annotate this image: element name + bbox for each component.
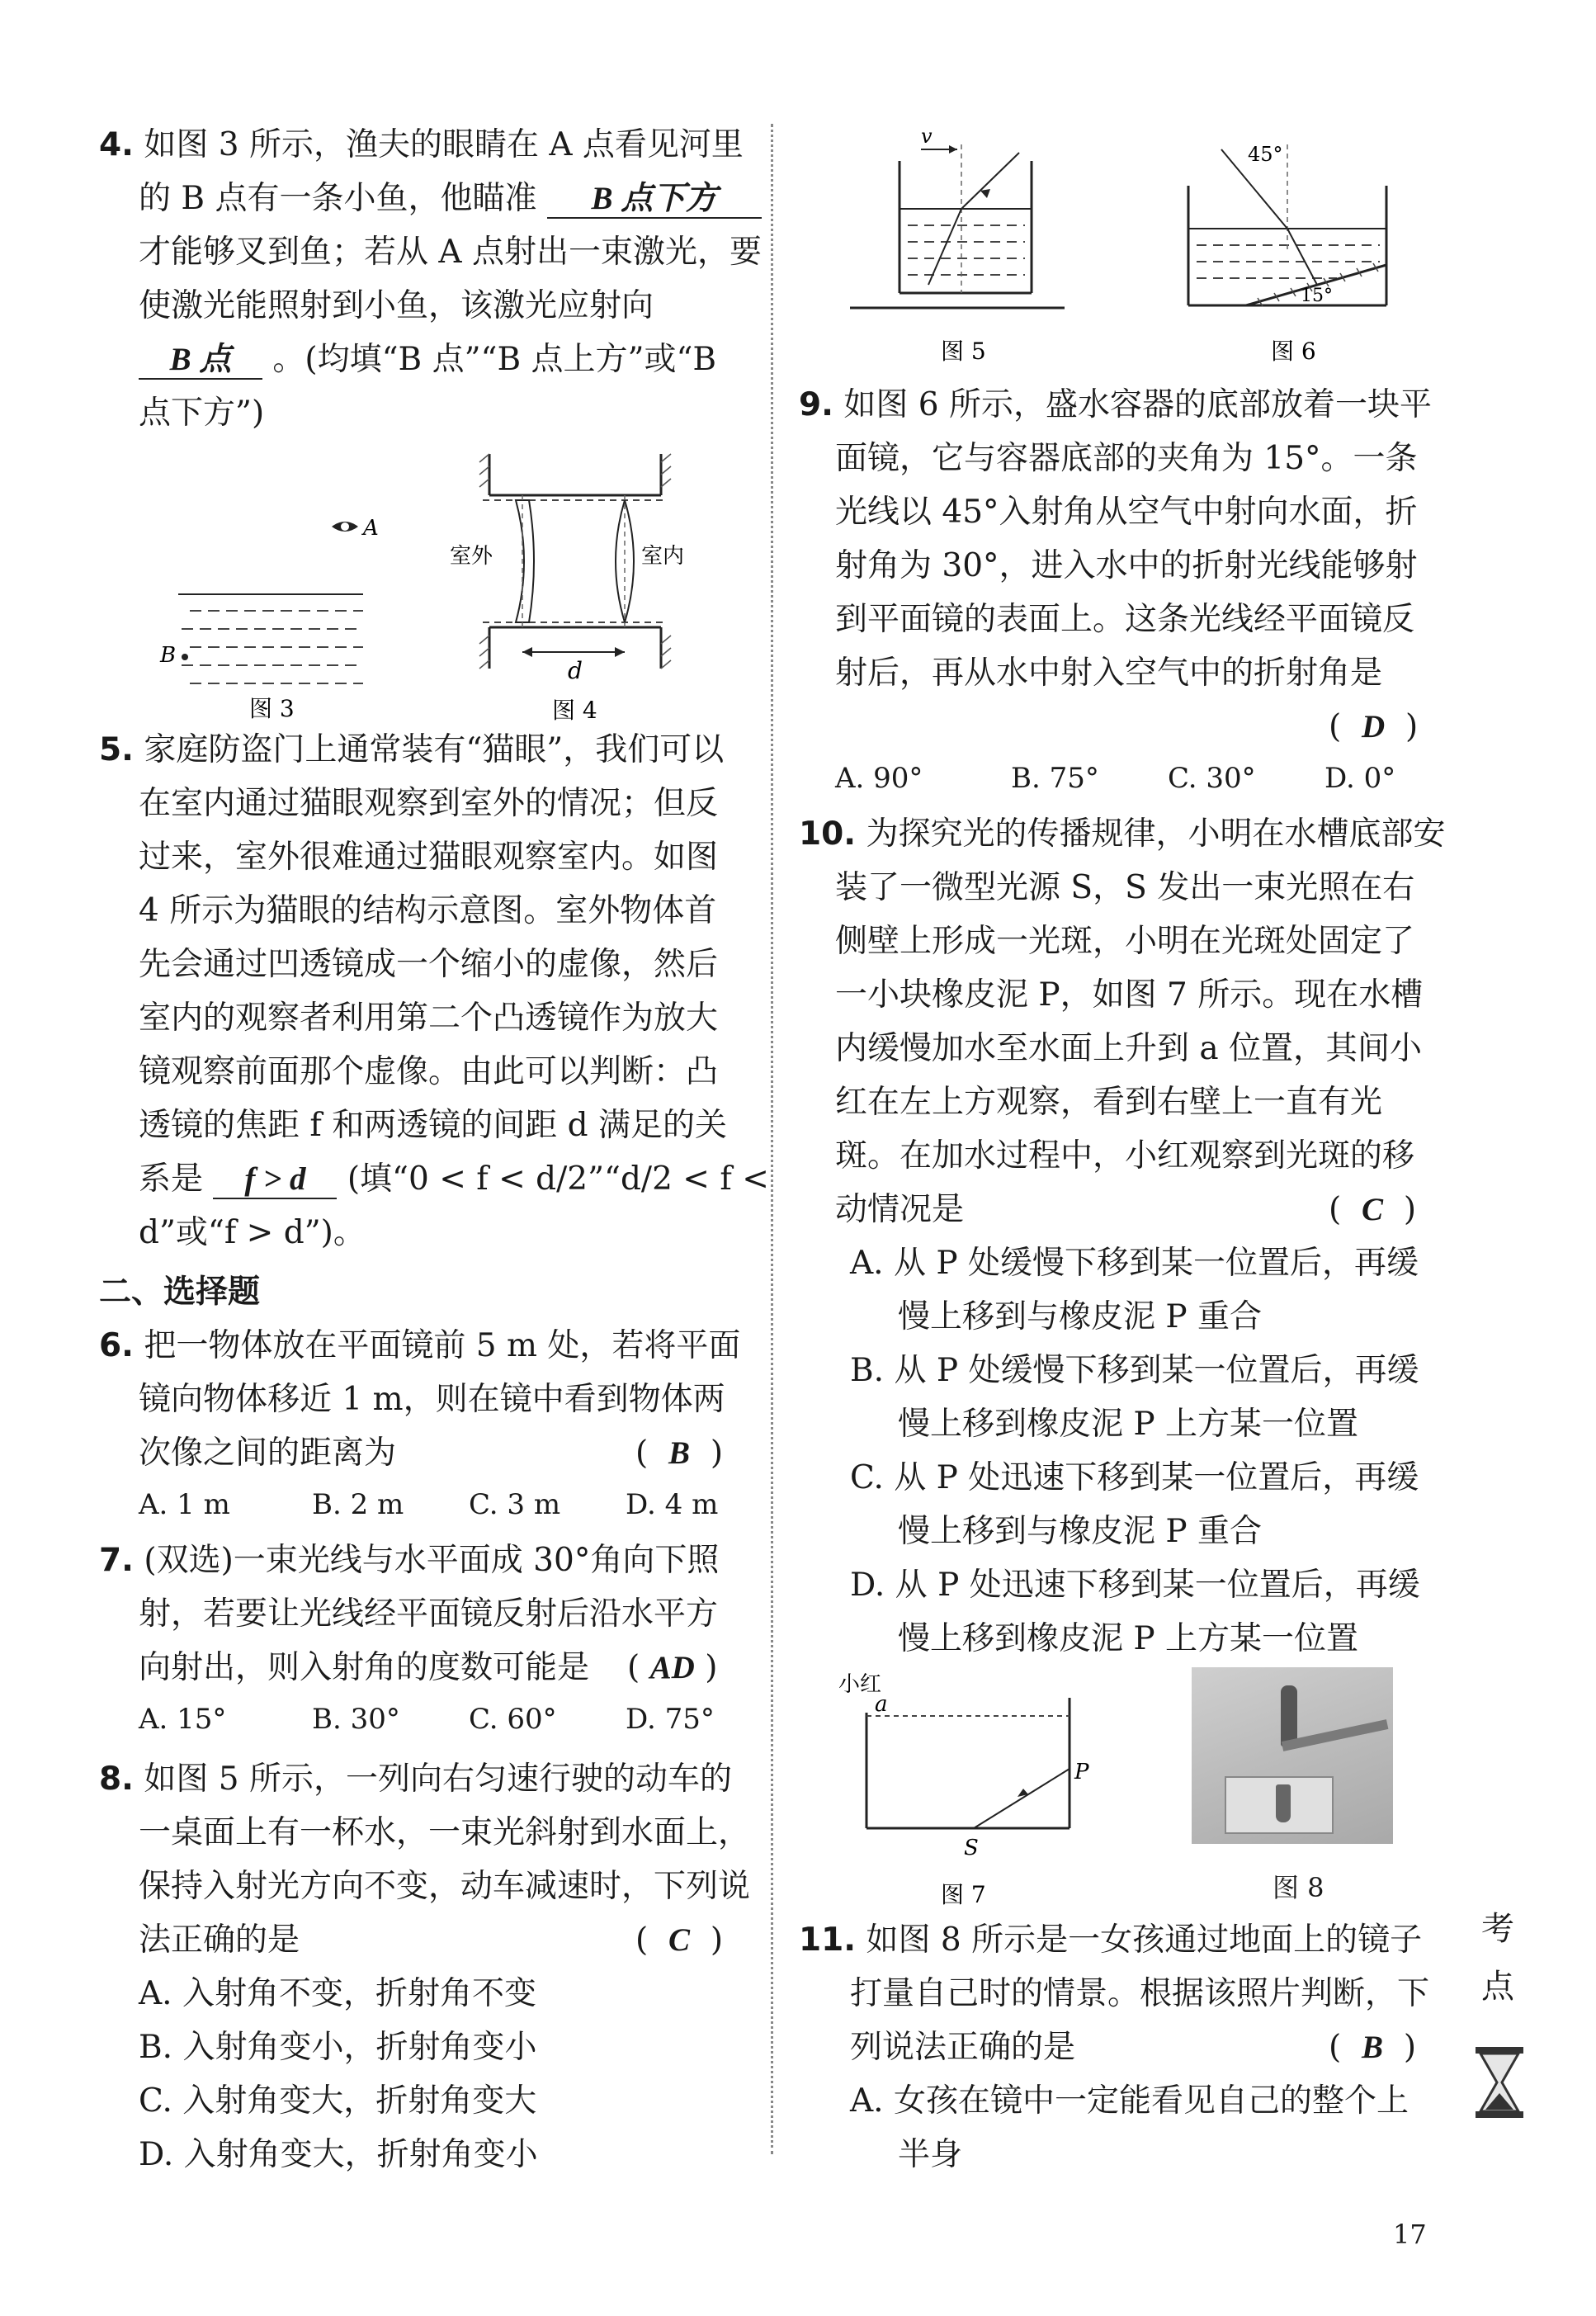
eye-icon (332, 522, 358, 532)
q9-line6: 射后，再从水中射入空气中的折射角是 (835, 655, 1383, 692)
q5-line1: 5. 家庭防盗门上通常装有“猫眼”，我们可以 (99, 731, 725, 768)
q11-line3: 列说法正确的是 (850, 2029, 1076, 2066)
q10-number: 10. (799, 815, 857, 853)
q5-line7: 镜观察前面那个虚像。由此可以判断：凸 (139, 1053, 719, 1090)
q10-line2: 装了一微型光源 S，S 发出一束光照在右 (835, 869, 1415, 906)
fig5-v-label: v (921, 125, 933, 148)
q11-option-a2: 半身 (898, 2136, 963, 2173)
figure-7 (833, 1663, 1098, 1911)
fig4-outside: 室外 (450, 544, 493, 569)
q10-option-a2: 慢上移到与橡皮泥 P 重合 (898, 1298, 1263, 1335)
q8-option-a: A. 入射角不变，折射角不变 (139, 1975, 536, 2012)
q9-option-b: B. 75° (1011, 762, 1099, 795)
fig6-angle-15: 15° (1301, 286, 1333, 306)
q8-line3: 保持入射光方向不变，动车减速时，下列说 (139, 1868, 751, 1905)
side-tab-char1: 考 (1481, 1910, 1514, 1948)
figure-4 (450, 446, 706, 726)
q5-line10: d”或“f > d”)。 (139, 1214, 366, 1251)
fig7-caption: 图 7 (941, 1881, 986, 1908)
q10-line3: 侧壁上形成一光斑，小明在光斑处固定了 (835, 923, 1415, 960)
side-tab-char2: 点 (1481, 1968, 1514, 2006)
q11-option-a1: A. 女孩在镜中一定能看见自己的整个上 (850, 2082, 1409, 2120)
q9-line3: 光线以 45°入射角从空气中射向水面，折 (835, 494, 1418, 531)
shadow (1282, 1719, 1389, 1751)
q11-line1: 11. 如图 8 所示是一女孩通过地面上的镜子 (799, 1921, 1423, 1959)
q10-option-a1: A. 从 P 处缓慢下移到某一位置后，再缓 (850, 1245, 1419, 1282)
q7-option-b: B. 30° (312, 1703, 400, 1736)
q7-option-d: D. 75° (626, 1703, 715, 1736)
q9-line4: 射角为 30°，进入水中的折射光线能够射 (835, 547, 1418, 584)
fig6-caption: 图 6 (1271, 338, 1316, 365)
q7-line1: 7. (双选)一束光线与水平面成 30°角向下照 (99, 1542, 720, 1579)
q6-line3: 次像之间的距离为 (139, 1435, 397, 1472)
q10-option-c1: C. 从 P 处迅速下移到某一位置后，再缓 (850, 1459, 1419, 1496)
q8-number: 8. (99, 1761, 134, 1798)
figure-5 (842, 120, 1081, 376)
q9-line2: 面镜，它与容器底部的夹角为 15°。一条 (835, 440, 1418, 477)
q11-line2: 打量自己时的情景。根据该照片判断，下 (850, 1975, 1430, 2012)
q8-option-c: C. 入射角变大，折射角变大 (139, 2082, 537, 2120)
q7-line3: 向射出，则入射角的度数可能是 (139, 1649, 590, 1686)
q6-option-c: C. 3 m (469, 1488, 561, 1521)
girl-figure (1281, 1685, 1297, 1746)
q10-option-b1: B. 从 P 处缓慢下移到某一位置后，再缓 (850, 1352, 1419, 1389)
q5-line3: 过来，室外很难通过猫眼观察室内。如图 (139, 839, 719, 876)
q5-line5: 先会通过凹透镜成一个缩小的虚像，然后 (139, 946, 719, 983)
fig8-caption: 图 8 (1273, 1872, 1324, 1903)
fish-point (182, 654, 188, 660)
fig4-d-label: d (568, 657, 583, 684)
q10-line8: 动情况是 (835, 1191, 965, 1228)
q6-line2: 镜向物体移近 1 m，则在镜中看到物体两 (139, 1381, 725, 1418)
q4-line2: 的 B 点有一条小鱼，他瞄准 B 点下方 (139, 182, 762, 219)
q8-line4: 法正确的是 (139, 1921, 300, 1959)
q4-answer1: B 点下方 (547, 182, 762, 219)
q11-answer: ( B ) (1329, 2029, 1417, 2066)
q10-option-b2: 慢上移到橡皮泥 P 上方某一位置 (898, 1406, 1359, 1443)
q10-option-d2: 慢上移到橡皮泥 P 上方某一位置 (898, 1620, 1359, 1657)
q4-answer2: B 点 (139, 343, 262, 380)
figure-3 (157, 487, 404, 726)
q8-line1: 8. 如图 5 所示，一列向右匀速行驶的动车的 (99, 1761, 732, 1798)
fig7-a: a (875, 1692, 888, 1717)
girl-reflection (1276, 1784, 1291, 1822)
section-title: 二、选择题 (99, 1274, 261, 1311)
q10-line1: 10. 为探究光的传播规律，小明在水槽底部安 (799, 815, 1446, 853)
fig4-caption: 图 4 (552, 697, 597, 724)
q5-line2: 在室内通过猫眼观察到室外的情况；但反 (139, 785, 719, 822)
q9-number: 9. (799, 386, 833, 423)
figure-8-photo (1192, 1667, 1393, 1844)
figure-6 (1172, 120, 1419, 376)
q10-line5: 内缓慢加水至水面上升到 a 位置，其间小 (835, 1030, 1423, 1067)
fig7-observer: 小红 (838, 1672, 882, 1697)
fig7-s: S (964, 1836, 979, 1860)
q10-line6: 红在左上方观察，看到右壁上一直有光 (835, 1084, 1383, 1121)
q7-number: 7. (99, 1542, 134, 1579)
q4-line4: 使激光能照射到小鱼，该激光应射向 (139, 287, 654, 324)
q9-option-a: A. 90° (835, 762, 923, 795)
fig5-caption: 图 5 (941, 338, 986, 365)
page-number: 17 (1393, 2219, 1427, 2250)
q6-number: 6. (99, 1327, 134, 1364)
q5-line4: 4 所示为猫眼的结构示意图。室外物体首 (139, 892, 717, 929)
q7-option-a: A. 15° (139, 1703, 227, 1736)
q5-number: 5. (99, 731, 134, 768)
q6-answer: ( B ) (635, 1435, 724, 1472)
q6-option-d: D. 4 m (626, 1488, 719, 1521)
q9-answer: ( D ) (1329, 708, 1419, 745)
q10-answer: ( C ) (1329, 1191, 1417, 1228)
q6-option-a: A. 1 m (139, 1488, 230, 1521)
q7-answer: ( AD ) (627, 1649, 718, 1686)
q5-line6: 室内的观察者利用第二个凸透镜作为放大 (139, 1000, 719, 1037)
q8-option-b: B. 入射角变小，折射角变小 (139, 2029, 537, 2066)
q9-option-c: C. 30° (1168, 762, 1256, 795)
q5-line8: 透镜的焦距 f 和两透镜的间距 d 满足的关 (139, 1107, 727, 1144)
hourglass-icon (1472, 2045, 1527, 2120)
q10-line7: 斑。在加水过程中，小红观察到光斑的移 (835, 1137, 1415, 1175)
q4-line3: 才能够叉到鱼；若从 A 点射出一束激光，要 (139, 234, 762, 271)
fig3-label-b: B (160, 643, 177, 668)
q8-option-d: D. 入射角变大，折射角变小 (139, 2136, 538, 2173)
q7-line2: 射，若要让光线经平面镜反射后沿水平方 (139, 1595, 719, 1633)
q9-line1: 9. 如图 6 所示，盛水容器的底部放着一块平 (799, 386, 1432, 423)
q10-option-d1: D. 从 P 处迅速下移到某一位置后，再缓 (850, 1567, 1420, 1604)
fig3-caption: 图 3 (249, 695, 295, 722)
q11-number: 11. (799, 1921, 857, 1959)
q4-line6: 点下方”) (139, 395, 265, 432)
concave-lens (516, 500, 534, 622)
q4-line1: 4. 如图 3 所示，渔夫的眼睛在 A 点看见河里 (99, 126, 744, 163)
fig6-angle-45: 45° (1248, 143, 1283, 166)
q8-line2: 一桌面上有一杯水，一束光斜射到水面上， (139, 1814, 751, 1851)
q9-option-d: D. 0° (1324, 762, 1396, 795)
q6-option-b: B. 2 m (312, 1488, 404, 1521)
q7-option-c: C. 60° (469, 1703, 557, 1736)
q4-number: 4. (99, 126, 134, 163)
fig3-label-a: A (363, 516, 379, 541)
q10-line4: 一小块橡皮泥 P，如图 7 所示。现在水槽 (835, 976, 1424, 1014)
fig4-inside: 室内 (641, 544, 685, 569)
q9-line5: 到平面镜的表面上。这条光线经平面镜反 (835, 601, 1415, 638)
q5-answer: f > d (213, 1162, 337, 1199)
q10-option-c2: 慢上移到与橡皮泥 P 重合 (898, 1513, 1263, 1550)
q8-answer: ( C ) (635, 1921, 724, 1959)
q5-line9: 系是 f > d (填“0 < f < d/2”“d/2 < f < (139, 1160, 769, 1198)
q4-line5: B 点 。(均填“B 点”“B 点上方”或“B (139, 343, 716, 380)
q6-line1: 6. 把一物体放在平面镜前 5 m 处，若将平面 (99, 1327, 741, 1364)
column-divider (771, 124, 773, 2154)
fig7-p: P (1074, 1760, 1089, 1784)
